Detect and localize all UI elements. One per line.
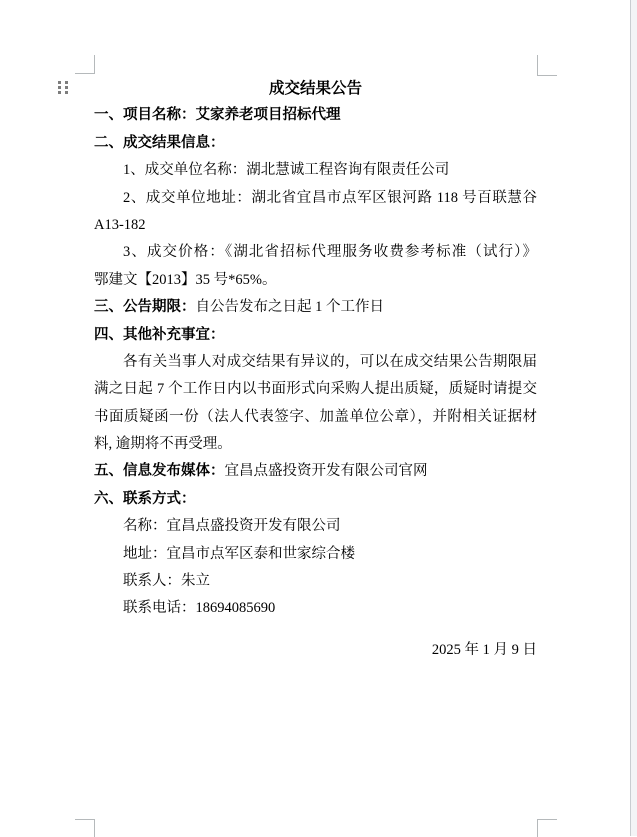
result-info-heading: 二、成交结果信息： <box>94 134 225 151</box>
line-deal-price <box>94 239 537 266</box>
line-result-info-heading <box>94 130 537 157</box>
line-publishing-media <box>94 458 537 485</box>
line-contact-person <box>94 568 537 595</box>
line-contact-phone <box>94 595 537 622</box>
winner-address-text: 2、成交单位地址：湖北省宜昌市点军区银河路 118 号百联慧谷 <box>123 189 537 206</box>
deal-price-text: 3、成交价格：《湖北省招标代理服务收费参考标准（试行）》 <box>123 244 537 261</box>
contact-heading: 六、联系方式： <box>94 490 196 507</box>
project-name-heading: 一、项目名称：艾家养老项目招标代理 <box>94 107 341 124</box>
drag-handle-dot <box>58 91 61 94</box>
drag-handle-dot <box>65 91 68 94</box>
objection-paragraph-text-3: 书面质疑函一份（法人代表签字、加盖单位公章），并附相关证据材 <box>94 408 537 425</box>
objection-paragraph-text-1: 各有关当事人对成交结果有异议的，可以在成交结果公告期限届 <box>123 353 537 370</box>
paragraph-drag-handle-icon[interactable] <box>58 81 68 94</box>
margin-crop-mark-bottom-right <box>537 819 557 837</box>
publishing-media-text: 宜昌点盛投资开发有限公司官网 <box>224 463 428 480</box>
announcement-period-text: 自公告发布之日起 1 个工作日 <box>195 299 384 316</box>
objection-paragraph-text-4: 料, 逾期将不再受理。 <box>94 436 232 453</box>
line-contact-heading <box>94 486 537 513</box>
supplementary-heading: 四、其他补充事宜： <box>94 326 225 343</box>
line-objection-paragraph-2 <box>94 376 537 403</box>
drag-handle-dot <box>58 81 61 84</box>
document-title: 成交结果公告 <box>268 80 362 97</box>
line-objection-paragraph-4 <box>94 431 537 458</box>
drag-handle-dot <box>58 86 61 89</box>
line-supplementary-heading <box>94 322 537 349</box>
contact-name-text: 名称：宜昌点盛投资开发有限公司 <box>123 518 341 535</box>
document-body <box>94 75 537 664</box>
line-winner-name <box>94 157 537 184</box>
contact-address-text: 地址：宜昌市点军区泰和世家综合楼 <box>123 545 355 562</box>
line-project-name <box>94 102 537 129</box>
contact-person-text: 联系人：朱立 <box>123 573 210 590</box>
page-edge-strip <box>631 0 637 836</box>
line-contact-name <box>94 513 537 540</box>
winner-address-continuation-text: A13-182 <box>94 216 146 233</box>
line-deal-price-continuation <box>94 267 537 294</box>
contact-phone-text: 联系电话：18694085690 <box>123 600 276 617</box>
drag-handle-dot <box>65 81 68 84</box>
line-winner-address-continuation <box>94 212 537 239</box>
line-contact-address <box>94 541 537 568</box>
deal-price-continuation-text: 鄂建文【2013】35 号*65%。 <box>94 271 277 288</box>
line-winner-address <box>94 185 537 212</box>
margin-crop-mark-bottom-left <box>75 819 95 837</box>
drag-handle-dot <box>65 86 68 89</box>
line-objection-paragraph-3 <box>94 404 537 431</box>
margin-crop-mark-top-right <box>537 55 557 76</box>
publishing-media-heading: 五、信息发布媒体： <box>94 463 225 480</box>
document-date: 2025 年 1 月 9 日 <box>431 641 537 658</box>
announcement-period-heading: 三、公告期限： <box>94 299 196 316</box>
objection-paragraph-text-2: 满之日起 7 个工作日内以书面形式向采购人提出质疑，质疑时请提交 <box>94 381 537 398</box>
line-announcement-period <box>94 294 537 321</box>
margin-crop-mark-top-left <box>75 55 95 74</box>
line-objection-paragraph-1 <box>94 349 537 376</box>
winner-name-text: 1、成交单位名称：湖北慧诚工程咨询有限责任公司 <box>123 162 450 179</box>
